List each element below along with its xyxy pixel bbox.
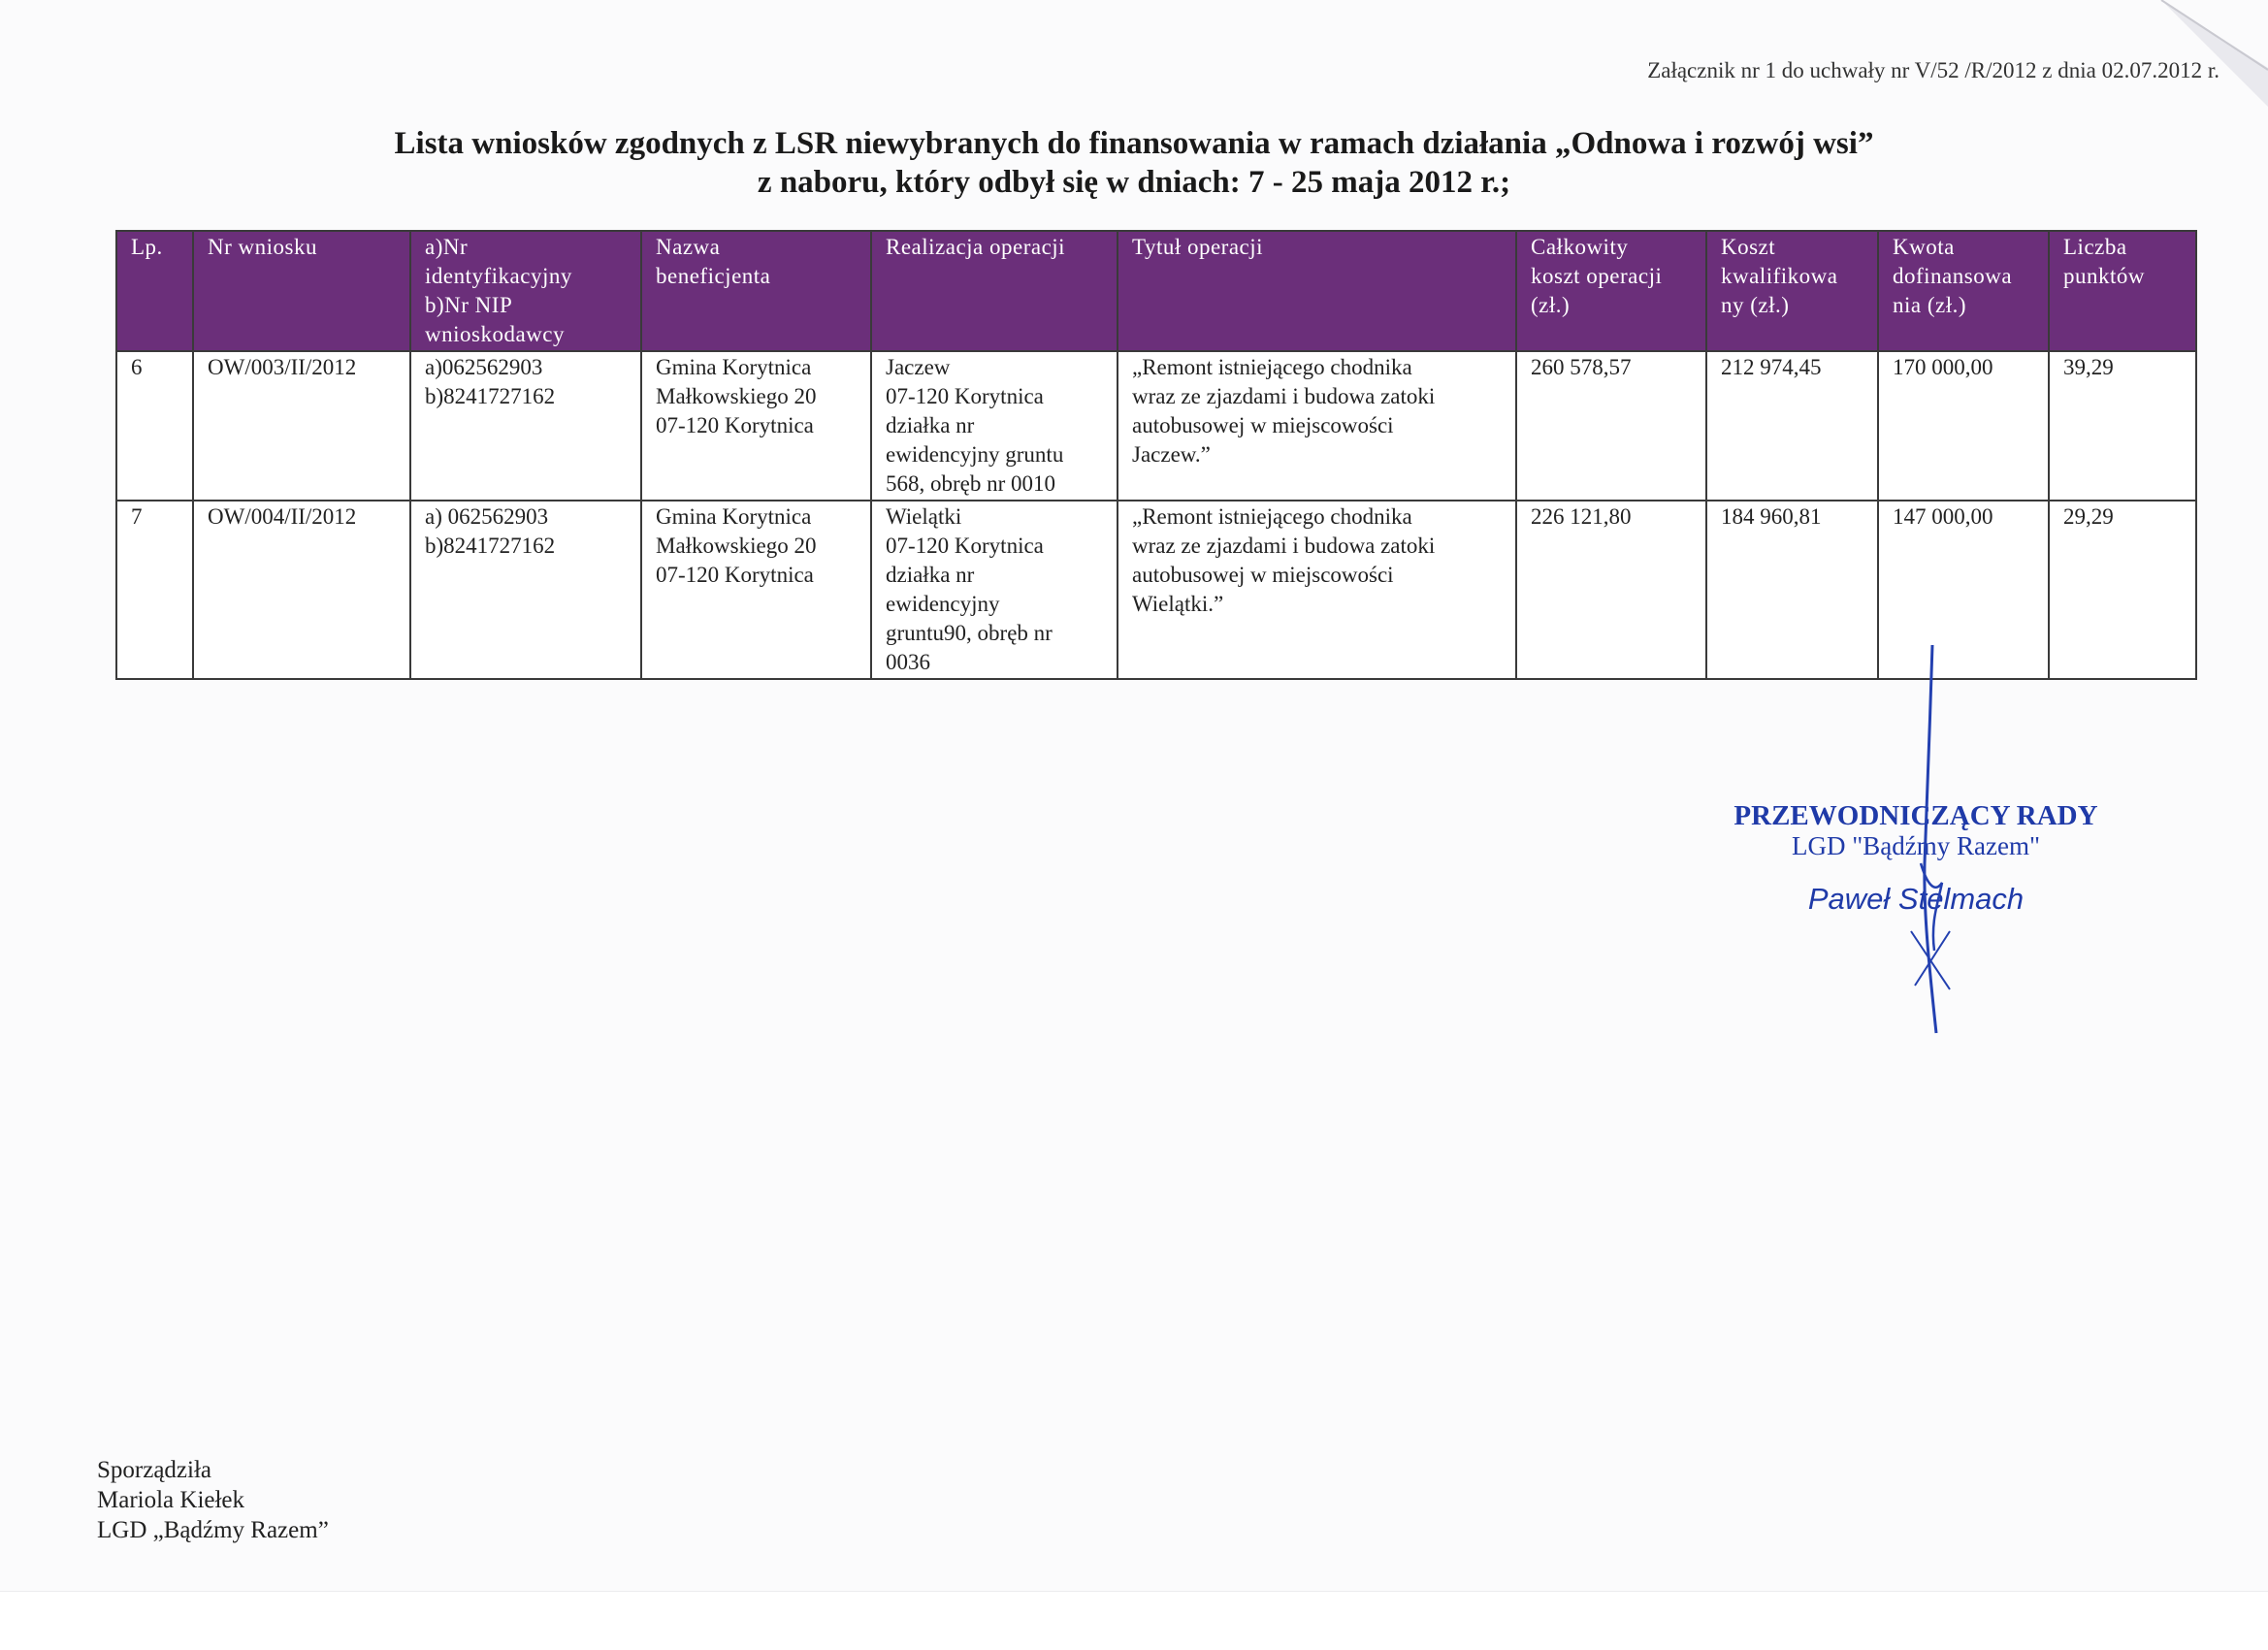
- cell-beneficjent: Gmina Korytnica Małkowskiego 20 07-120 Korytnica: [641, 501, 871, 679]
- applications-table: [115, 230, 2197, 680]
- cell-realizacja: Wielątki 07-120 Korytnica działka nr ewidencyjny gruntu90, obręb nr 0036: [871, 501, 1118, 679]
- prepared-by-organization: LGD „Bądźmy Razem”: [97, 1517, 329, 1543]
- table-header-row: [116, 231, 2196, 351]
- column-header-beneficjent: Nazwa beneficjenta: [641, 231, 871, 351]
- cell-tytul: „Remont istniejącego chodnika wraz ze zjazdami i budowa zatoki autobusowej w miejscowości Wielątki.”: [1118, 501, 1516, 679]
- column-header-kwota-dofinansowania: Kwota dofinansowa nia (zł.): [1878, 231, 2049, 351]
- cell-koszt-kwalifikowany: 184 960,81: [1706, 501, 1878, 679]
- cell-nr-wniosku: OW/003/II/2012: [193, 351, 410, 501]
- table-row: [116, 351, 2196, 501]
- prepared-by-label: Sporządziła: [97, 1457, 212, 1483]
- cell-identyfikatory: a)062562903 b)8241727162: [410, 351, 641, 501]
- column-header-nr-wniosku: Nr wniosku: [193, 231, 410, 351]
- cell-identyfikatory: a) 062562903 b)8241727162: [410, 501, 641, 679]
- column-header-koszt-kwalifikowany: Koszt kwalifikowa ny (zł.): [1706, 231, 1878, 351]
- cell-kwota-dofinansowania: 147 000,00: [1878, 501, 2049, 679]
- cell-beneficjent: Gmina Korytnica Małkowskiego 20 07-120 Korytnica: [641, 351, 871, 501]
- prepared-by-block: [97, 1455, 329, 1545]
- column-header-realizacja: Realizacja operacji: [871, 231, 1118, 351]
- stamp-name: Paweł Stelmach: [1807, 882, 2025, 916]
- cell-koszt-kwalifikowany: 212 974,45: [1706, 351, 1878, 501]
- document-title: [0, 124, 2268, 202]
- stamp-organization: LGD "Bądźmy Razem": [1792, 831, 2040, 860]
- cell-kwota-dofinansowania: 170 000,00: [1878, 351, 2049, 501]
- cell-lp: 6: [116, 351, 193, 501]
- cell-koszt-calkowity: 226 121,80: [1516, 501, 1706, 679]
- cell-tytul: „Remont istniejącego chodnika wraz ze zjazdami i budowa zatoki autobusowej w miejscowości Jaczew.”: [1118, 351, 1516, 501]
- cell-punkty: 29,29: [2049, 501, 2196, 679]
- column-header-lp: Lp.: [116, 231, 193, 351]
- annex-note: Załącznik nr 1 do uchwały nr V/52 /R/2012 z dnia 02.07.2012 r.: [1647, 58, 2219, 82]
- cell-realizacja: Jaczew 07-120 Korytnica działka nr ewidencyjny gruntu 568, obręb nr 0010: [871, 351, 1118, 501]
- prepared-by-name: Mariola Kiełek: [97, 1487, 245, 1513]
- column-header-tytul: Tytuł operacji: [1118, 231, 1516, 351]
- page-bottom-edge: [0, 1591, 2268, 1650]
- column-header-identyfikatory: a)Nr identyfikacyjny b)Nr NIP wnioskodawcy: [410, 231, 641, 351]
- stamp-role: PRZEWODNICZĄCY RADY: [1733, 800, 2098, 831]
- cell-lp: 7: [116, 501, 193, 679]
- column-header-koszt-calkowity: Całkowity koszt operacji (zł.): [1516, 231, 1706, 351]
- document-title-line-2: z naboru, który odbył się w dniach: 7 - 25 maja 2012 r.;: [757, 165, 1511, 200]
- table-row: [116, 501, 2196, 679]
- page-corner-fold-mark: [2142, 0, 2268, 107]
- handwritten-signature: [1892, 640, 1969, 1038]
- cell-nr-wniosku: OW/004/II/2012: [193, 501, 410, 679]
- document-title-line-1: Lista wniosków zgodnych z LSR niewybranych do finansowania w ramach działania „Odnowa i rozwój wsi”: [394, 126, 1874, 161]
- cell-punkty: 39,29: [2049, 351, 2196, 501]
- cell-koszt-calkowity: 260 578,57: [1516, 351, 1706, 501]
- column-header-punkty: Liczba punktów: [2049, 231, 2196, 351]
